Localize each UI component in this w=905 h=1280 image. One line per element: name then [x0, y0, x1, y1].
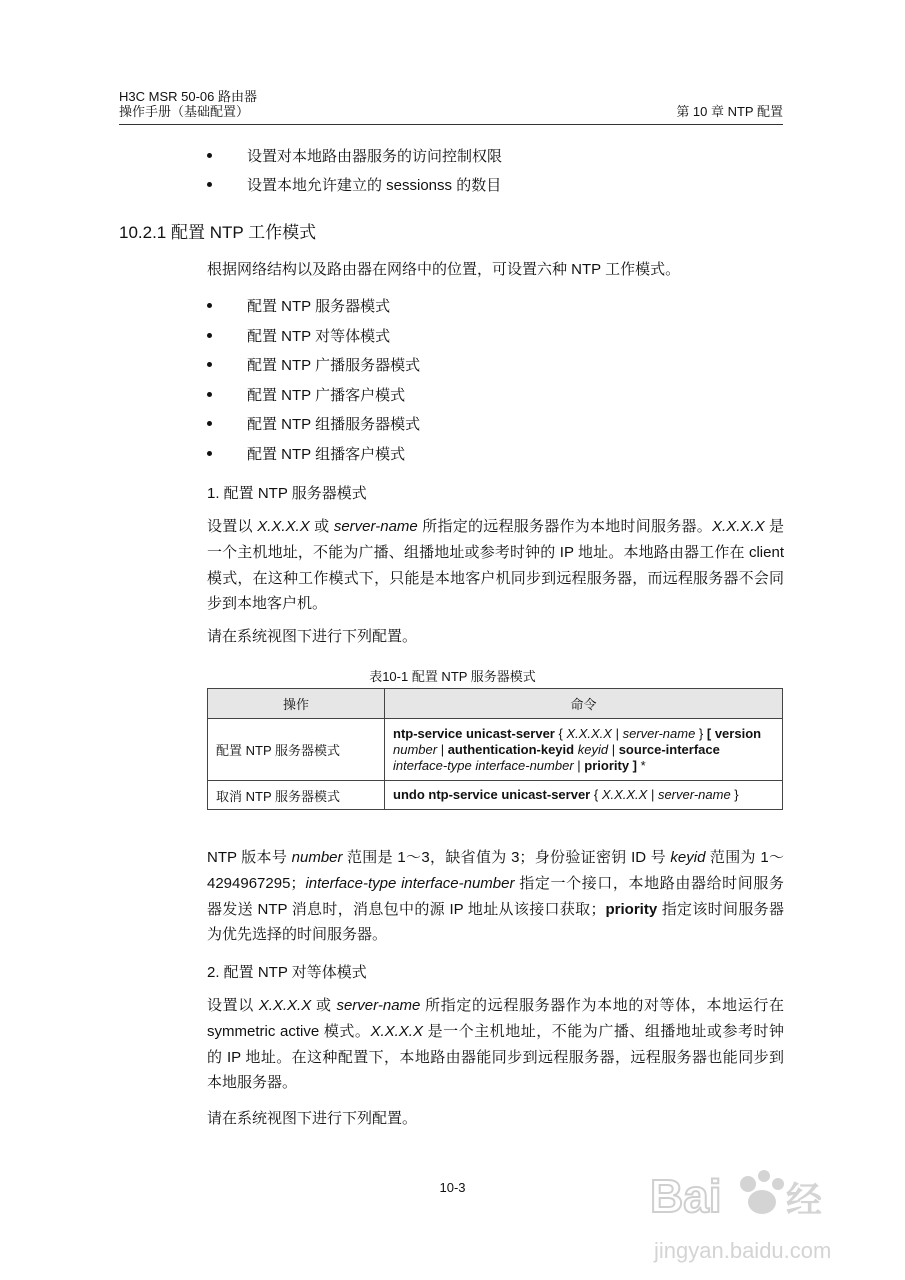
keyword-text: [ version: [706, 725, 762, 741]
baidu-watermark-logo: [640, 1140, 860, 1270]
subsection-2-paragraph: [207, 993, 784, 1096]
text-run: |: [611, 725, 623, 741]
text-run: NTP 版本号: [207, 849, 292, 866]
argument-text: server-name: [657, 787, 731, 802]
parameter-explanation: [207, 845, 784, 948]
bullet-icon: [207, 421, 212, 426]
table-header-operation: 操作: [208, 689, 385, 719]
svg-text:jingyan.baidu.com: jingyan.baidu.com: [654, 1238, 832, 1263]
argument-text: server-name: [622, 725, 696, 741]
bullet-icon: [207, 303, 212, 308]
command-table: [207, 688, 783, 810]
text-run: 范围为 1～4294967295；: [207, 849, 784, 892]
keyword-text: priority ]: [584, 757, 637, 773]
text-run: |: [573, 757, 585, 773]
section-heading: 10.2.1 配置 NTP 工作模式: [119, 223, 317, 242]
table-cell-command: [385, 719, 783, 781]
bullet-icon: [207, 451, 212, 456]
argument-text: X.X.X.X: [258, 997, 312, 1014]
argument-text: number: [393, 741, 438, 757]
argument-text: X.X.X.X: [566, 725, 612, 741]
argument-text: X.X.X.X: [712, 518, 765, 535]
bullet-icon: [207, 362, 212, 367]
text-run: 指定该时间服务器为优先选择的时间服务器。: [207, 900, 784, 944]
text-run: |: [437, 741, 448, 757]
argument-text: server-name: [333, 518, 418, 535]
svg-text:Bai: Bai: [650, 1170, 722, 1222]
bullet-icon: [207, 153, 212, 158]
bullet-text: 配置 NTP 组播服务器模式: [247, 416, 421, 433]
text-run: |: [608, 741, 619, 757]
text-run: 或: [311, 997, 337, 1014]
subsection-2-heading: 2. 配置 NTP 对等体模式: [207, 964, 367, 981]
text-run: 或: [309, 518, 334, 535]
bullet-icon: [207, 392, 212, 397]
text-run: 是一个主机地址，不能为广播、组播地址或参考时钟的 IP 地址。在这种配置下，本地路由器能同步到远程服务器，远程服务器也能同步到本地服务器。: [207, 1022, 784, 1092]
keyword-text: authentication-keyid: [447, 741, 575, 757]
text-run: {: [590, 787, 602, 802]
argument-text: keyid: [577, 741, 609, 757]
bullet-icon: [207, 182, 212, 187]
subsection-1-note: 请在系统视图下进行下列配置。: [207, 628, 418, 645]
section-intro: 根据网络结构以及路由器在网络中的位置，可设置六种 NTP 工作模式。: [207, 261, 681, 278]
table-cell-command: [385, 781, 783, 810]
header-manual: 操作手册（基础配置）: [119, 104, 250, 119]
table-header-command: 命令: [385, 689, 783, 719]
header-rule: [119, 124, 783, 125]
text-run: 所指定的远程服务器作为本地的对等体，本地运行在 symmetric active 模式。: [207, 997, 785, 1040]
header-product: H3C MSR 50-06 路由器: [119, 89, 257, 104]
argument-text: X.X.X.X: [257, 518, 310, 535]
text-run: 设置以: [207, 997, 259, 1014]
text-run: 指定一个接口，本地路由器给时间服务器发送 NTP 消息时，消息包中的源 IP 地址从该接口获取；: [207, 874, 784, 918]
table-caption: 表10-1 配置 NTP 服务器模式: [369, 669, 536, 684]
text-run: *: [637, 757, 646, 773]
argument-text: interface-type interface-number: [393, 757, 574, 773]
argument-text: server-name: [336, 997, 421, 1014]
bullet-text: 配置 NTP 广播服务器模式: [247, 357, 421, 374]
bullet-text: 配置 NTP 对等体模式: [247, 327, 391, 345]
argument-text: X.X.X.X: [370, 1022, 423, 1040]
bullet-text: 设置对本地路由器服务的访问控制权限: [247, 148, 503, 165]
subsection-1-heading: 1. 配置 NTP 服务器模式: [207, 485, 367, 502]
bullet-icon: [207, 333, 212, 338]
text-run: 设置以: [207, 518, 258, 535]
bullet-text: 配置 NTP 广播客户模式: [247, 386, 406, 404]
text-run: {: [554, 725, 567, 741]
argument-text: number: [291, 849, 343, 866]
table-cell-operation: 取消 NTP 服务器模式: [208, 781, 385, 810]
bullet-text: 配置 NTP 服务器模式: [247, 298, 391, 315]
subsection-2-note: 请在系统视图下进行下列配置。: [207, 1110, 418, 1127]
keyword-text: priority: [605, 900, 658, 918]
table-row: [208, 781, 783, 810]
text-run: 是一个主机地址，不能为广播、组播地址或参考时钟的 IP 地址。本地路由器工作在 client 模式，在这种工作模式下，只能是本地客户机同步到远程服务器，而远程服务器不会同步到本地客户机。: [207, 518, 785, 613]
table-header-row: [208, 689, 783, 719]
bullet-text: 设置本地允许建立的 sessionss 的数目: [247, 177, 502, 194]
text-run: 范围是 1～3，缺省值为 3；身份验证密钥 ID 号: [342, 849, 671, 866]
keyword-text: undo ntp-service unicast-server: [393, 787, 591, 802]
text-run: 所指定的远程服务器作为本地时间服务器。: [417, 518, 713, 535]
table-cell-operation: 配置 NTP 服务器模式: [208, 719, 385, 781]
page-number: 10-3: [439, 1180, 466, 1195]
text-run: |: [647, 787, 658, 802]
bullet-text: 配置 NTP 组播客户模式: [247, 445, 406, 463]
argument-text: keyid: [670, 849, 706, 866]
argument-text: interface-type interface-number: [305, 874, 515, 892]
svg-text:经: 经: [786, 1180, 823, 1221]
text-run: }: [730, 787, 739, 802]
keyword-text: ntp-service unicast-server: [393, 725, 555, 741]
text-run: }: [695, 725, 707, 741]
argument-text: X.X.X.X: [601, 787, 648, 802]
subsection-1-paragraph: [207, 514, 784, 617]
keyword-text: source-interface: [618, 741, 720, 757]
table-row: [208, 719, 783, 781]
header-chapter: 第 10 章 NTP 配置: [676, 104, 783, 119]
